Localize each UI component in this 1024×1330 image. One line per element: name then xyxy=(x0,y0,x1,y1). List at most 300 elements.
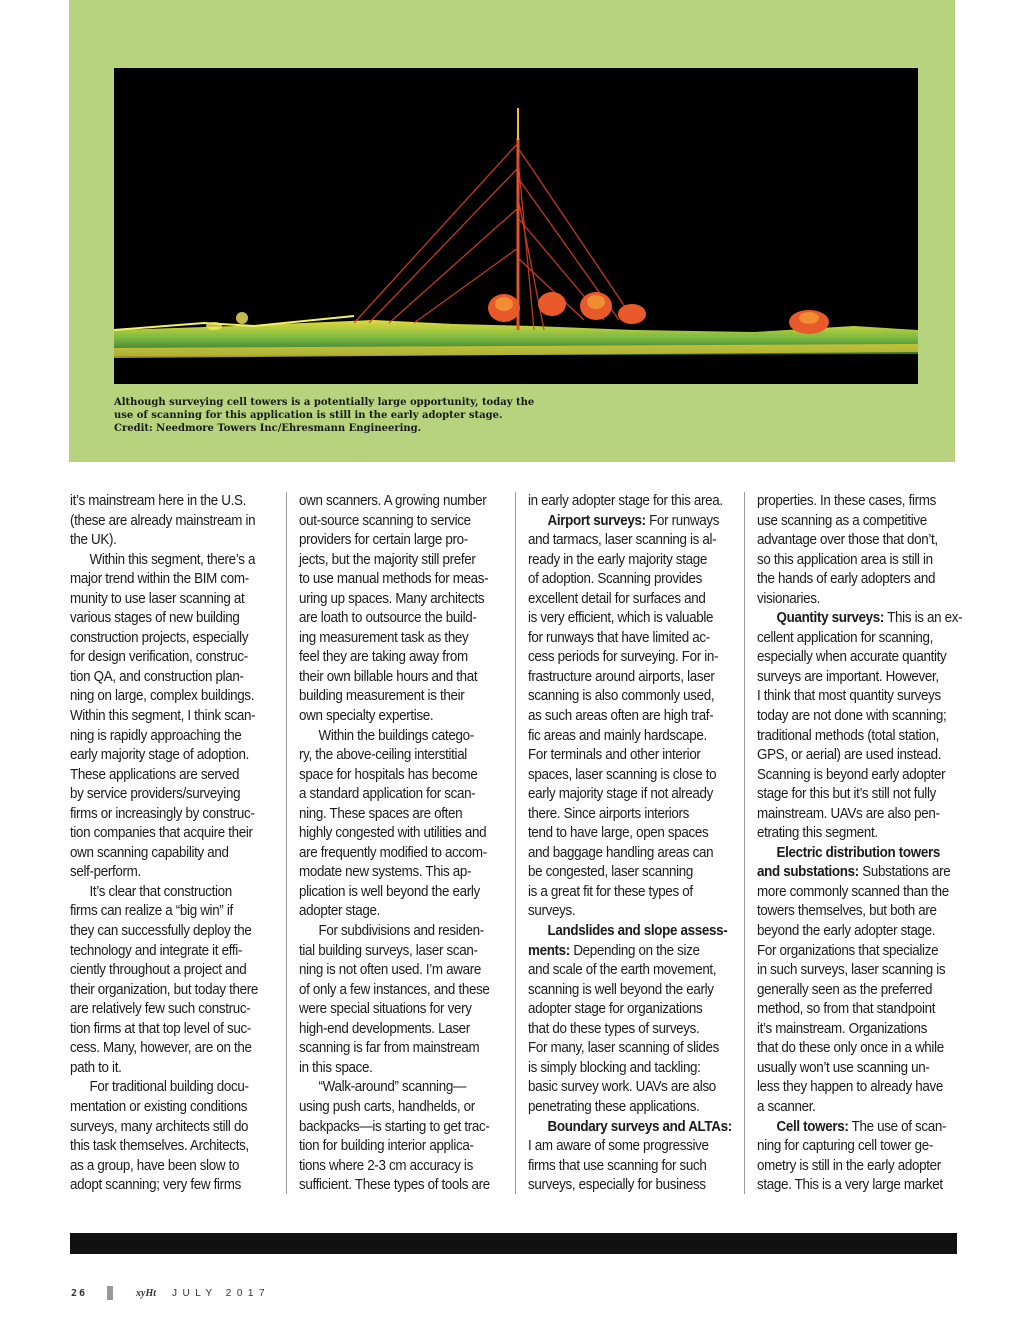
text-line xyxy=(528,609,714,629)
line-text: as a group, have been slow to xyxy=(70,1157,240,1174)
line-text: stage. This is a very large market xyxy=(757,1177,943,1194)
line-text: self-perform. xyxy=(70,864,141,881)
line-text: “Walk-around” scanning— xyxy=(318,1079,467,1096)
text-line xyxy=(299,707,485,727)
line-text: tial building surveys, laser scan- xyxy=(299,942,478,959)
line-text: uring up spaces. Many architects xyxy=(299,590,485,607)
text-line xyxy=(528,824,714,844)
text-line xyxy=(299,668,485,688)
line-text: ning is rapidly approaching the xyxy=(70,727,242,744)
line-text: penetrating these applications. xyxy=(528,1098,700,1115)
line-text: backpacks—is starting to get trac- xyxy=(299,1118,490,1135)
line-text: building measurement is their xyxy=(299,688,465,705)
line-text: tion for building interior applica- xyxy=(299,1138,474,1155)
text-line xyxy=(757,961,946,981)
text-line xyxy=(299,1176,490,1196)
text-line xyxy=(528,512,720,532)
text-line xyxy=(528,1137,714,1157)
line-text: firms can realize a “big win” if xyxy=(70,903,233,920)
text-line xyxy=(528,551,714,571)
line-text: are frequently modified to accom- xyxy=(299,844,487,861)
text-line xyxy=(757,570,943,590)
run-in-heading: ments: xyxy=(528,942,570,959)
text-line xyxy=(299,727,485,747)
line-text: their own billable hours and that xyxy=(299,668,478,685)
line-text: own scanning capability and xyxy=(70,844,229,861)
footer-bar xyxy=(70,1233,957,1254)
text-line xyxy=(70,1039,256,1059)
caption-line: Although surveying cell towers is a potentially large opportunity, today the xyxy=(114,397,535,408)
line-text: space for hospitals has become xyxy=(299,766,478,783)
text-line xyxy=(528,1039,720,1059)
text-line xyxy=(757,687,943,707)
text-line xyxy=(528,805,714,825)
line-text: munity to use laser scanning at xyxy=(70,590,245,607)
line-text: properties. In these cases, firms xyxy=(757,493,936,509)
line-text: ry, the above-ceiling interstitial xyxy=(299,747,467,764)
text-line xyxy=(528,1020,714,1040)
line-text: cellent application for scanning, xyxy=(757,629,934,646)
line-text: in such surveys, laser scanning is xyxy=(757,962,946,979)
line-text: usually won’t use scanning un- xyxy=(757,1059,930,1076)
text-line xyxy=(528,746,714,766)
line-text: ready in the early majority stage xyxy=(528,551,707,568)
line-text: use scanning as a competitive xyxy=(757,512,927,529)
line-text: mentation or existing conditions xyxy=(70,1098,248,1115)
text-line xyxy=(299,531,485,551)
text-line xyxy=(70,609,256,629)
text-line xyxy=(70,707,256,727)
text-line xyxy=(70,1078,256,1098)
line-text: adopt scanning; very few firms xyxy=(70,1177,241,1194)
text-line xyxy=(528,648,719,668)
line-text: frastructure around airports, laser xyxy=(528,668,715,685)
line-text: the hands of early adopters and xyxy=(757,571,936,588)
point-cloud-photo xyxy=(114,68,918,384)
text-line xyxy=(528,922,728,942)
text-line xyxy=(528,1078,714,1098)
line-text: feel they are taking away from xyxy=(299,649,468,666)
line-text: firms that use scanning for such xyxy=(528,1157,707,1174)
text-line xyxy=(528,492,723,512)
line-text: I am aware of some progressive xyxy=(528,1138,709,1155)
text-column-4 xyxy=(757,492,963,1196)
line-text: less they happen to already have xyxy=(757,1079,944,1096)
line-text: For many, laser scanning of slides xyxy=(528,1040,720,1057)
text-line xyxy=(757,824,943,844)
text-line xyxy=(70,648,256,668)
text-line xyxy=(299,863,485,883)
text-line xyxy=(528,961,717,981)
text-line xyxy=(299,1039,485,1059)
text-line xyxy=(299,746,485,766)
text-line xyxy=(70,668,256,688)
line-text: the UK). xyxy=(70,532,117,549)
text-line xyxy=(757,883,949,903)
text-line xyxy=(299,629,485,649)
column-divider xyxy=(744,492,745,1194)
photo-panel xyxy=(69,0,955,462)
line-text: traditional methods (total station, xyxy=(757,727,940,744)
text-line xyxy=(757,805,943,825)
line-text: for runways that have limited ac- xyxy=(528,629,710,646)
line-text: of only a few instances, and these xyxy=(299,981,490,998)
line-text: visionaries. xyxy=(757,590,821,607)
line-text: construction projects, especially xyxy=(70,629,249,646)
text-line xyxy=(70,824,256,844)
text-line xyxy=(528,668,714,688)
line-text: ing measurement task as they xyxy=(299,629,469,646)
text-line xyxy=(757,1157,943,1177)
caption-credit: Credit: Needmore Towers Inc/Ehresmann Engineering. xyxy=(114,423,422,434)
text-line xyxy=(528,863,714,883)
line-text: tion QA, and construction plan- xyxy=(70,668,244,685)
text-line xyxy=(757,648,947,668)
line-text: For organizations that specialize xyxy=(757,942,939,959)
issue-date: JULY 2017 xyxy=(172,1288,271,1299)
text-line xyxy=(757,922,943,942)
line-text: modate new systems. This ap- xyxy=(299,864,472,881)
text-line xyxy=(757,746,943,766)
line-text: scanning is also commonly used, xyxy=(528,688,715,705)
line-text: jects, but the majority still prefer xyxy=(299,551,476,568)
text-line xyxy=(528,883,714,903)
text-line xyxy=(528,1118,732,1138)
line-text: technology and integrate it effi- xyxy=(70,942,243,959)
text-line xyxy=(757,863,951,883)
line-text: ning is not often used. I’m aware xyxy=(299,962,481,979)
line-text: today are not done with scanning; xyxy=(757,708,947,725)
line-text: that do these only once in a while xyxy=(757,1040,944,1057)
line-text: it’s mainstream here in the U.S. xyxy=(70,493,247,509)
text-line xyxy=(299,922,485,942)
text-line xyxy=(299,687,485,707)
text-line xyxy=(299,1098,485,1118)
line-text: Depending on the size xyxy=(569,942,700,959)
line-text: and tarmacs, laser scanning is al- xyxy=(528,532,717,549)
line-text: For subdivisions and residen- xyxy=(318,923,484,940)
text-line xyxy=(757,629,943,649)
line-text: to use manual methods for meas- xyxy=(299,571,489,588)
text-line xyxy=(528,1059,714,1079)
text-line xyxy=(70,590,256,610)
line-text: For traditional building docu- xyxy=(89,1079,249,1096)
text-line xyxy=(299,961,485,981)
text-line xyxy=(757,707,947,727)
text-line xyxy=(299,492,485,512)
line-text: spaces, laser scanning is close to xyxy=(528,766,717,783)
text-line xyxy=(528,1000,714,1020)
text-line xyxy=(528,1157,714,1177)
line-text: tions where 2-3 cm accuracy is xyxy=(299,1157,473,1174)
line-text: early majority stage of adoption. xyxy=(70,747,249,764)
line-text: firms or increasingly by construc- xyxy=(70,805,255,822)
text-line xyxy=(757,1059,943,1079)
line-text: Within the buildings catego- xyxy=(318,727,474,744)
line-text: using push carts, handhelds, or xyxy=(299,1098,475,1115)
text-line xyxy=(70,531,256,551)
line-text: out-source scanning to service xyxy=(299,512,471,529)
text-line xyxy=(70,1098,256,1118)
line-text: major trend within the BIM com- xyxy=(70,571,249,588)
text-line xyxy=(299,766,485,786)
line-text: a scanner. xyxy=(757,1098,816,1115)
line-text: plication is well beyond the early xyxy=(299,883,480,900)
line-text: were special situations for very xyxy=(299,1001,472,1018)
text-line xyxy=(528,707,714,727)
run-in-heading: and substations: xyxy=(757,864,859,881)
text-line xyxy=(528,531,717,551)
text-line xyxy=(757,981,943,1001)
text-line xyxy=(528,1098,714,1118)
text-line xyxy=(70,687,256,707)
line-text: cess. Many, however, are on the xyxy=(70,1040,252,1057)
text-line xyxy=(299,824,485,844)
text-line xyxy=(757,1000,943,1020)
line-text: ometry is still in the early adopter xyxy=(757,1157,941,1174)
line-text: highly congested with utilities and xyxy=(299,825,487,842)
text-line xyxy=(70,1000,256,1020)
text-line xyxy=(757,1039,943,1059)
text-line xyxy=(757,1176,943,1196)
text-line xyxy=(70,492,256,512)
text-line xyxy=(70,746,256,766)
text-line xyxy=(299,844,485,864)
text-line xyxy=(70,942,256,962)
column-divider xyxy=(515,492,516,1194)
line-text: tion companies that acquire their xyxy=(70,825,253,842)
text-line xyxy=(299,942,485,962)
text-line xyxy=(70,551,256,571)
run-in-heading: Cell towers: xyxy=(776,1118,849,1135)
line-text: more commonly scanned than the xyxy=(757,883,949,900)
line-text: Scanning is beyond early adopter xyxy=(757,766,946,783)
line-text: Within this segment, I think scan- xyxy=(70,708,256,725)
text-line xyxy=(70,727,256,747)
page-number: 26 xyxy=(71,1288,88,1299)
text-line xyxy=(299,805,485,825)
text-line xyxy=(70,1137,256,1157)
text-line xyxy=(299,512,485,532)
text-line xyxy=(299,1118,490,1138)
text-line xyxy=(299,981,490,1001)
line-text: This is an ex- xyxy=(884,610,963,627)
text-line xyxy=(70,570,256,590)
line-text: sufficient. These types of tools are xyxy=(299,1177,490,1194)
line-text: there. Since airports interiors xyxy=(528,805,689,822)
text-line xyxy=(299,1137,485,1157)
line-text: path to it. xyxy=(70,1059,122,1076)
text-line xyxy=(299,1020,485,1040)
line-text: of adoption. Scanning provides xyxy=(528,571,703,588)
line-text: These applications are served xyxy=(70,766,240,783)
magazine-brand: xyHt xyxy=(136,1288,156,1299)
line-text: adopter stage. xyxy=(299,903,381,920)
line-text: cess periods for surveying. For in- xyxy=(528,649,719,666)
text-line xyxy=(299,785,485,805)
line-text: be congested, laser scanning xyxy=(528,864,693,881)
line-text: is simply blocking and tackling: xyxy=(528,1059,701,1076)
line-text: for design verification, construc- xyxy=(70,649,248,666)
line-text: high-end developments. Laser xyxy=(299,1020,470,1037)
text-line xyxy=(70,512,256,532)
text-line xyxy=(70,1176,256,1196)
text-line xyxy=(757,551,943,571)
line-text: their organization, but today there xyxy=(70,981,259,998)
text-line xyxy=(757,1098,943,1118)
text-line xyxy=(757,1137,943,1157)
text-line xyxy=(528,981,714,1001)
text-line xyxy=(299,1059,485,1079)
line-text: surveys are important. However, xyxy=(757,668,939,685)
line-text: tion firms at that top level of suc- xyxy=(70,1020,251,1037)
column-divider xyxy=(286,492,287,1194)
text-line xyxy=(299,590,485,610)
line-text: adopter stage for organizations xyxy=(528,1001,703,1018)
text-line xyxy=(299,1078,485,1098)
line-text: Substations are xyxy=(858,864,951,881)
line-text: scanning is far from mainstream xyxy=(299,1040,480,1057)
text-line xyxy=(528,590,714,610)
text-column-1 xyxy=(70,492,259,1196)
line-text: tend to have large, open spaces xyxy=(528,825,709,842)
text-line xyxy=(528,902,714,922)
laser-scan-tower-image xyxy=(114,68,918,384)
line-text: own specialty expertise. xyxy=(299,708,434,725)
text-line xyxy=(757,785,943,805)
line-text: in this space. xyxy=(299,1059,373,1076)
text-line xyxy=(528,785,714,805)
text-line xyxy=(757,668,943,688)
text-column-3 xyxy=(528,492,732,1196)
line-text: own scanners. A growing number xyxy=(299,493,487,509)
text-line xyxy=(299,648,485,668)
text-line xyxy=(70,863,256,883)
line-text: For runways xyxy=(645,512,720,529)
line-text: fic areas and mainly hardscape. xyxy=(528,727,707,744)
footer-divider-mark xyxy=(107,1286,113,1300)
line-text: by service providers/surveying xyxy=(70,786,241,803)
text-line xyxy=(528,766,717,786)
text-line xyxy=(299,1157,485,1177)
text-line xyxy=(299,883,485,903)
text-line xyxy=(70,961,256,981)
photo-caption xyxy=(114,396,534,435)
line-text: The use of scan- xyxy=(848,1118,947,1135)
text-line xyxy=(757,844,943,864)
line-text: early majority stage if not already xyxy=(528,786,713,803)
text-line xyxy=(528,687,714,707)
line-text: GPS, or aerial) are used instead. xyxy=(757,747,942,764)
text-line xyxy=(70,1157,256,1177)
text-line xyxy=(299,570,489,590)
line-text: providers for certain large pro- xyxy=(299,532,468,549)
text-line xyxy=(757,1078,943,1098)
line-text: scanning is well beyond the early xyxy=(528,981,714,998)
text-line xyxy=(528,727,714,747)
line-text: that do these types of surveys. xyxy=(528,1020,700,1037)
line-text: surveys, especially for business xyxy=(528,1177,706,1194)
text-line xyxy=(757,902,943,922)
text-line xyxy=(299,1000,485,1020)
line-text: so this application area is still in xyxy=(757,551,933,568)
line-text: advantage over those that don’t, xyxy=(757,532,938,549)
text-line xyxy=(757,942,943,962)
text-line xyxy=(299,902,485,922)
line-text: towers themselves, but both are xyxy=(757,903,937,920)
line-text: is a great fit for these types of xyxy=(528,883,693,900)
text-line xyxy=(757,531,943,551)
line-text: surveys. xyxy=(528,903,576,920)
line-text: mainstream. UAVs are also pen- xyxy=(757,805,940,822)
text-column-2 xyxy=(299,492,490,1196)
text-line xyxy=(528,1176,714,1196)
line-text: this task themselves. Architects, xyxy=(70,1138,249,1155)
line-text: generally seen as the preferred xyxy=(757,981,933,998)
text-line xyxy=(757,492,943,512)
text-line xyxy=(757,609,963,629)
text-line xyxy=(299,551,485,571)
line-text: ning on large, complex buildings. xyxy=(70,688,255,705)
text-line xyxy=(528,629,714,649)
text-line xyxy=(70,805,256,825)
text-line xyxy=(757,1118,947,1138)
line-text: excellent detail for surfaces and xyxy=(528,590,706,607)
text-line xyxy=(70,629,256,649)
text-line xyxy=(757,766,946,786)
line-text: I think that most quantity surveys xyxy=(757,688,941,705)
line-text: etrating this segment. xyxy=(757,825,878,842)
line-text: Within this segment, there’s a xyxy=(89,551,256,568)
text-line xyxy=(757,727,943,747)
line-text: beyond the early adopter stage. xyxy=(757,923,936,940)
text-line xyxy=(528,844,714,864)
line-text: various stages of new building xyxy=(70,610,240,627)
line-text: is very efficient, which is valuable xyxy=(528,610,714,627)
line-text: ning for capturing cell tower ge- xyxy=(757,1138,933,1155)
line-text: stage for this but it’s still not fully xyxy=(757,786,936,803)
line-text: ning. These spaces are often xyxy=(299,805,463,822)
line-text: they can successfully deploy the xyxy=(70,923,252,940)
line-text: surveys, many architects still do xyxy=(70,1118,249,1135)
line-text: It’s clear that construction xyxy=(89,883,232,900)
text-line xyxy=(70,766,256,786)
line-text: and scale of the earth movement, xyxy=(528,962,717,979)
line-text: are loath to outsource the build- xyxy=(299,610,477,627)
line-text: are relatively few such construc- xyxy=(70,1001,251,1018)
text-line xyxy=(70,902,256,922)
text-line xyxy=(70,922,256,942)
caption-line: use of scanning for this application is still in the early adopter stage. xyxy=(114,410,503,421)
run-in-heading: Quantity surveys: xyxy=(776,610,885,627)
text-line xyxy=(70,1059,256,1079)
line-text: in early adopter stage for this area. xyxy=(528,493,723,509)
text-line xyxy=(528,570,714,590)
line-text: especially when accurate quantity xyxy=(757,649,947,666)
text-line xyxy=(70,883,256,903)
text-line xyxy=(299,609,485,629)
text-line xyxy=(70,1118,256,1138)
run-in-heading: Airport surveys: xyxy=(547,512,646,529)
line-text: method, so from that standpoint xyxy=(757,1001,936,1018)
text-line xyxy=(70,1020,256,1040)
run-in-heading: Boundary surveys and ALTAs: xyxy=(547,1118,732,1135)
text-line xyxy=(757,512,943,532)
line-text: a standard application for scan- xyxy=(299,786,476,803)
run-in-heading: Landslides and slope assess- xyxy=(547,923,728,940)
line-text: it’s mainstream. Organizations xyxy=(757,1020,928,1037)
text-line xyxy=(757,590,943,610)
